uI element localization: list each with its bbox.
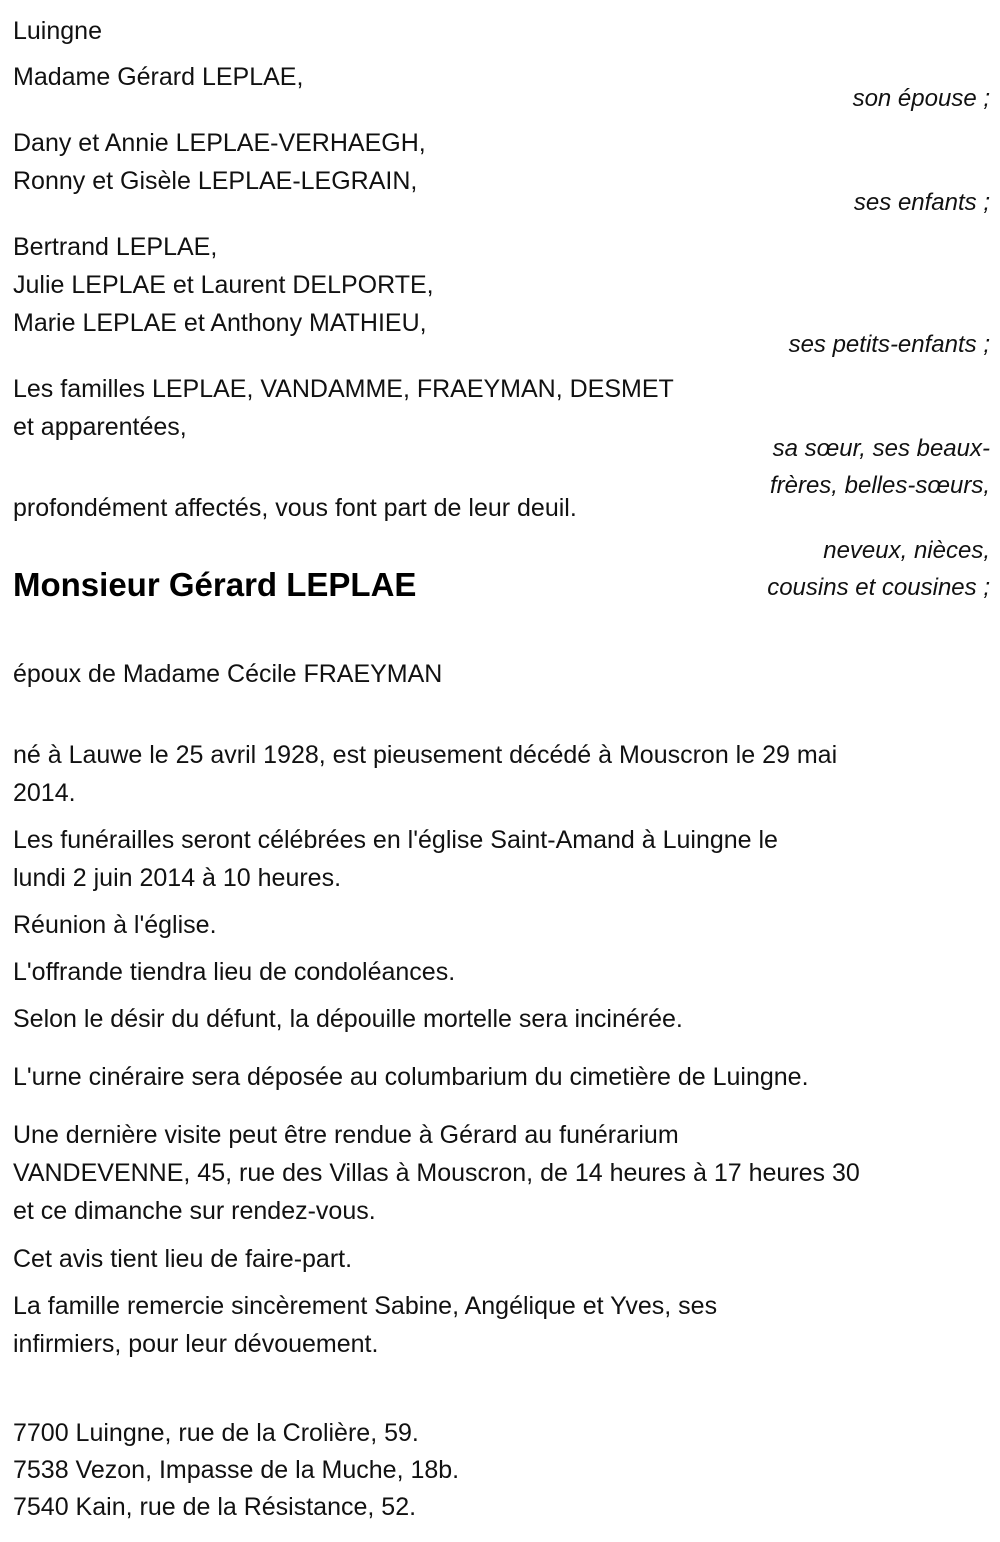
relation-label-extended-family-part2: neveux, nièces, cousins et cousines ; xyxy=(767,537,990,601)
announcer-name: Marie LEPLAE et Anthony MATHIEU, xyxy=(13,309,427,337)
gathering-line: Réunion à l'église. xyxy=(13,911,217,939)
funeral-line: lundi 2 juin 2014 à 10 heures. xyxy=(13,864,342,892)
announcer-name: Les familles LEPLAE, VANDAMME, FRAEYMAN, DESMET xyxy=(13,375,674,403)
visiting-line: et ce dimanche sur rendez-vous. xyxy=(13,1197,376,1225)
announcer-name: Dany et Annie LEPLAE-VERHAEGH, xyxy=(13,129,426,157)
locality-heading: Luingne xyxy=(13,17,102,45)
cremation-line: Selon le désir du défunt, la dépouille mortelle sera incinérée. xyxy=(13,1005,683,1033)
announcer-name: Madame Gérard LEPLAE, xyxy=(13,63,304,91)
address-line: 7540 Kain, rue de la Résistance, 52. xyxy=(13,1493,417,1521)
deceased-spouse-line: époux de Madame Cécile FRAEYMAN xyxy=(13,660,443,688)
announcer-name: Ronny et Gisèle LEPLAE-LEGRAIN, xyxy=(13,167,418,195)
funeral-line: Les funérailles seront célébrées en l'église Saint-Amand à Luingne le xyxy=(13,826,778,854)
relation-label-spouse: son épouse ; xyxy=(852,85,990,112)
relation-label-extended-family-part1: sa sœur, ses beaux-frères, belles-sœurs, xyxy=(769,435,990,499)
birth-death-line: 2014. xyxy=(13,779,76,807)
announcer-name: Bertrand LEPLAE, xyxy=(13,233,218,261)
address-line: 7538 Vezon, Impasse de la Muche, 18b. xyxy=(13,1456,460,1484)
in-lieu-line: Cet avis tient lieu de faire-part. xyxy=(13,1245,353,1273)
offering-line: L'offrande tiendra lieu de condoléances. xyxy=(13,958,456,986)
address-line: 7700 Luingne, rue de la Crolière, 59. xyxy=(13,1419,419,1447)
urn-line: L'urne cinéraire sera déposée au columbarium du cimetière de Luingne. xyxy=(13,1063,809,1091)
thanks-line: infirmiers, pour leur dévouement. xyxy=(13,1330,379,1358)
deceased-name: Monsieur Gérard LEPLAE xyxy=(13,566,417,603)
announcer-name: Julie LEPLAE et Laurent DELPORTE, xyxy=(13,271,434,299)
visiting-line: Une dernière visite peut être rendue à Gérard au funérarium xyxy=(13,1121,679,1149)
announcer-name: et apparentées, xyxy=(13,413,187,441)
visiting-line: VANDEVENNE, 45, rue des Villas à Mouscron, de 14 heures à 17 heures 30 xyxy=(13,1159,860,1187)
announcers-closing-line: profondément affectés, vous font part de leur deuil. xyxy=(13,494,577,522)
thanks-line: La famille remercie sincèrement Sabine, Angélique et Yves, ses xyxy=(13,1292,718,1320)
relation-label-grandchildren: ses petits-enfants ; xyxy=(788,331,990,358)
birth-death-line: né à Lauwe le 25 avril 1928, est pieusement décédé à Mouscron le 29 mai xyxy=(13,741,838,769)
relation-label-children: ses enfants ; xyxy=(853,189,990,216)
